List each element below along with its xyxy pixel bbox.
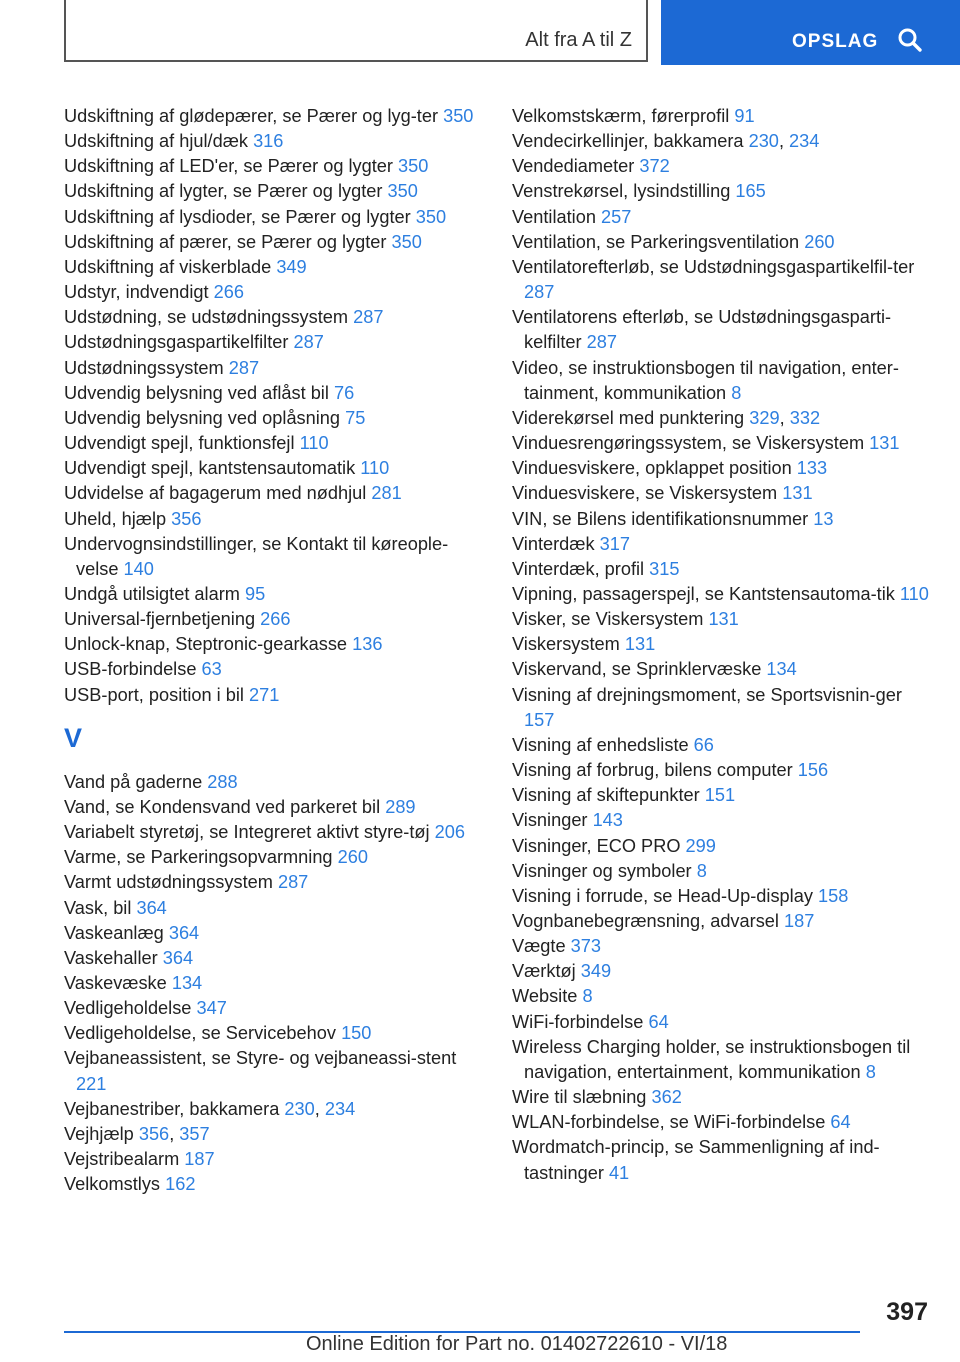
index-entry-text: Undgå utilsigtet alarm — [64, 583, 240, 604]
page-reference-link[interactable]: 64 — [830, 1112, 851, 1133]
index-entry — [64, 280, 484, 305]
index-entry — [512, 305, 932, 355]
index-entry-text: Visker, se Viskersystem — [512, 609, 704, 630]
index-entry-text: Viskersystem — [512, 634, 620, 655]
page-reference-link[interactable]: 150 — [341, 1023, 372, 1044]
index-entry — [64, 582, 484, 607]
index-entry — [512, 230, 932, 255]
index-entry — [64, 870, 484, 895]
page-reference-link[interactable]: 281 — [371, 483, 402, 504]
page-reference-link[interactable]: 136 — [352, 634, 383, 655]
page-reference-link[interactable]: 287 — [353, 307, 384, 328]
page-reference-link[interactable]: 257 — [601, 206, 632, 227]
index-entry-text: USB-forbindelse — [64, 659, 197, 680]
index-entry: Vendecirkellinjer, bakkamera 230, 234 — [512, 131, 820, 152]
index-entry — [64, 507, 484, 532]
page-reference-link[interactable]: 289 — [385, 796, 416, 817]
index-entry — [512, 154, 932, 179]
index-entry — [64, 820, 484, 845]
index-entry — [64, 971, 484, 996]
page-reference-link[interactable]: 76 — [333, 382, 355, 403]
page-reference-link[interactable]: 287 — [277, 872, 309, 893]
page-reference-link[interactable]: 131 — [782, 483, 813, 504]
page-reference-link[interactable]: 287 — [293, 332, 324, 353]
index-entry — [512, 607, 932, 632]
index-entry — [64, 1147, 484, 1172]
index-entry-text: Ventilatorefterløb, se Udstødningsgaspartikelfil-ter — [512, 256, 915, 277]
page-reference-link[interactable]: 373 — [570, 936, 602, 957]
index-entry — [512, 507, 932, 532]
page-reference-link[interactable]: 133 — [796, 458, 828, 479]
index-entry — [64, 305, 484, 330]
edition-note: Online Edition for Part no. 01402722610 - VI/18 — [306, 1333, 728, 1355]
page-reference-link[interactable]: 329 — [749, 407, 780, 428]
index-entry — [512, 834, 932, 859]
page-reference-link[interactable]: 230 — [748, 131, 779, 152]
index-entry-text: Venstrekørsel, lysindstilling — [512, 181, 731, 202]
index-entry — [64, 946, 484, 971]
index-entry — [512, 934, 932, 959]
page-reference-link[interactable]: 131 — [624, 634, 656, 655]
index-entry — [64, 381, 484, 406]
index-entry — [64, 456, 484, 481]
index-entry-text: Visning af drejningsmoment, se Sportsvisnin-ger — [512, 684, 902, 705]
page-reference-link[interactable]: 271 — [249, 684, 280, 705]
index-entry-text: Ventilation — [512, 206, 596, 227]
index-entry-text: Udskiftning af pærer, se Pærer og lygter — [64, 231, 387, 252]
section-letter-v: V — [64, 722, 83, 753]
index-entry-text: Vipning, passagerspejl, se Kantstensautoma-tik — [512, 583, 895, 604]
index-entry — [512, 733, 932, 758]
index-entry — [512, 431, 932, 456]
index-entry-text: Udskiftning af hjul/dæk — [64, 131, 248, 152]
page-reference-link[interactable]: 158 — [817, 885, 849, 906]
page-reference-link[interactable]: 364 — [168, 922, 200, 943]
index-entry-text: Ventilatorens efterløb, se Udstødningsgasparti-kelfilter — [512, 307, 892, 353]
index-entry-text: Værktøj — [512, 961, 576, 982]
page-reference-link[interactable]: 230 — [284, 1098, 315, 1119]
page-reference-link[interactable]: 165 — [735, 181, 766, 202]
index-entry — [512, 657, 932, 682]
page-reference-link[interactable]: 362 — [651, 1087, 682, 1108]
index-entry-text: Udvidelse af bagagerum med nødhjul — [64, 483, 367, 504]
page-reference-link[interactable]: 151 — [704, 785, 736, 806]
index-entry — [64, 481, 484, 506]
page-reference-link[interactable]: 350 — [415, 206, 447, 227]
page-reference-link[interactable]: 13 — [813, 508, 834, 529]
index-entry-text: Vendediameter — [512, 156, 635, 177]
index-entry — [512, 356, 932, 406]
index-entry-text: VIN, se Bilens identifikationsnummer — [512, 508, 809, 529]
search-icon — [897, 27, 923, 53]
page-reference-link[interactable]: 131 — [869, 433, 900, 454]
index-entry-text: Visninger, ECO PRO — [512, 835, 681, 856]
index-entry — [512, 808, 932, 833]
page-reference-link[interactable]: 110 — [360, 458, 390, 479]
page-reference-link[interactable]: 364 — [162, 947, 194, 968]
index-entry — [512, 984, 932, 1009]
page-reference-link[interactable]: 64 — [648, 1011, 669, 1032]
page-reference-link[interactable]: 288 — [207, 771, 238, 792]
page-reference-link[interactable]: 356 — [138, 1123, 170, 1144]
index-column-right — [512, 104, 932, 1186]
index-entry — [64, 1021, 484, 1046]
index-entry — [64, 230, 484, 255]
index-entry-text: Video, se instruktionsbogen til navigation, enter-tainment, kommunikation — [512, 357, 899, 403]
index-entry-text: Udvendigt spejl, funktionsfejl — [64, 433, 295, 454]
index-entry-text: Vejhjælp — [64, 1123, 134, 1144]
index-entry-text: Udvendig belysning ved aflåst bil — [64, 382, 329, 403]
index-entry — [512, 179, 932, 204]
index-entry — [512, 255, 932, 305]
index-list-v-w — [512, 104, 932, 1186]
index-list-v — [64, 770, 484, 1198]
page-reference-link[interactable]: 350 — [398, 156, 429, 177]
index-entry-text: Wire til slæbning — [512, 1087, 647, 1108]
page-reference-link[interactable]: 364 — [136, 897, 167, 918]
index-entry-text: Visning af forbrug, bilens computer — [512, 760, 793, 781]
index-entry — [512, 884, 932, 909]
index-entry-text: Vinduesviskere, opklappet position — [512, 458, 792, 479]
lookup-button-label: OPSLAG — [792, 31, 879, 52]
index-entry — [64, 154, 484, 179]
index-entry — [512, 1085, 932, 1110]
page-header — [0, 0, 960, 66]
index-entry — [64, 845, 484, 870]
index-entry — [512, 758, 932, 783]
index-entry-text: Vand på gaderne — [64, 771, 203, 792]
index-entry: Vejhjælp 356, 357 — [64, 1123, 210, 1144]
index-entry-text: Velkomstlys — [64, 1174, 161, 1195]
index-entry-text: Viderekørsel med punktering — [512, 407, 745, 428]
index-entry — [64, 356, 484, 381]
page-reference-link[interactable]: 134 — [766, 659, 797, 680]
index-entry-text: Visning af skiftepunkter — [512, 785, 700, 806]
page-reference-link[interactable]: 95 — [244, 583, 266, 604]
index-entry — [512, 1110, 932, 1135]
page-reference-link[interactable]: 287 — [228, 357, 260, 378]
index-entry-text: Velkomstskærm, førerprofil — [512, 106, 730, 126]
index-entry: Vejbanestriber, bakkamera 230, 234 — [64, 1098, 356, 1119]
page-reference-link[interactable]: 350 — [443, 106, 474, 126]
page-reference-link[interactable]: 206 — [434, 822, 465, 843]
page-reference-link[interactable]: 187 — [784, 911, 815, 931]
page-reference-link[interactable]: 260 — [804, 231, 835, 252]
index-entry — [512, 783, 932, 808]
index-entry-text: Udskiftning af glødepærer, se Pærer og lyg-ter — [64, 106, 439, 126]
index-entry-text: Vejbaneassistent, se Styre- og vejbaneassi-stent — [64, 1048, 457, 1069]
page-reference-link[interactable]: 266 — [213, 282, 244, 303]
page-reference-link[interactable]: 41 — [608, 1162, 630, 1183]
page-reference-link[interactable]: 187 — [184, 1149, 215, 1170]
index-entry — [512, 205, 932, 230]
index-entry-text: Vaskehaller — [64, 947, 158, 968]
page-reference-link[interactable]: 63 — [201, 659, 222, 680]
index-entry-text: Website — [512, 986, 578, 1007]
page-reference-link[interactable]: 134 — [171, 973, 203, 993]
page-reference-link[interactable]: 234 — [789, 131, 820, 152]
page-reference-link[interactable]: 143 — [592, 810, 623, 831]
index-entry-text: Vinduesviskere, se Viskersystem — [512, 483, 778, 504]
page-reference-link[interactable]: 287 — [524, 282, 555, 303]
index-entry-text: Visning i forrude, se Head-Up-display — [512, 885, 813, 906]
index-entry-text: Undervognsindstillinger, se Kontakt til køreople-velse — [64, 533, 449, 579]
index-entry-text: WLAN-forbindelse, se WiFi-forbindelse — [512, 1112, 826, 1133]
index-entry — [512, 1035, 932, 1085]
index-entry-text: Universal-fjernbetjening — [64, 609, 256, 630]
page-reference-link[interactable]: 66 — [693, 734, 714, 755]
index-entry-text: Visning af enhedsliste — [512, 734, 689, 755]
page-reference-link[interactable]: 350 — [391, 231, 422, 252]
page-reference-link[interactable]: 157 — [524, 709, 555, 730]
page-reference-link[interactable]: 287 — [586, 332, 618, 353]
page-reference-link[interactable]: 8 — [696, 860, 707, 881]
index-entry-text: Udskiftning af viskerblade — [64, 256, 272, 277]
index-entry-text: Ventilation, se Parkeringsventilation — [512, 231, 800, 252]
index-entry — [64, 996, 484, 1021]
index-entry — [512, 683, 932, 733]
page-reference-link[interactable]: 140 — [123, 558, 154, 579]
index-entry-text: Vejstribealarm — [64, 1149, 180, 1170]
page-reference-link[interactable]: 162 — [165, 1174, 196, 1195]
page-reference-link[interactable]: 349 — [276, 256, 307, 277]
index-entry — [64, 431, 484, 456]
index-entry-text: Vinterdæk — [512, 533, 595, 554]
index-entry-text: Unlock-knap, Steptronic-gearkasse — [64, 634, 348, 655]
index-entry-text: WiFi-forbindelse — [512, 1011, 644, 1032]
page-reference-link[interactable]: 156 — [797, 760, 829, 781]
page-reference-link[interactable]: 347 — [196, 998, 227, 1019]
page-reference-link[interactable]: 315 — [649, 558, 680, 579]
index-entry — [64, 896, 484, 921]
index-entry-text: Vejbanestriber, bakkamera — [64, 1098, 280, 1119]
index-column-left — [64, 104, 484, 1197]
index-entry — [512, 481, 932, 506]
index-entry — [512, 532, 932, 557]
index-entry — [512, 582, 932, 607]
index-entry — [512, 909, 932, 934]
page-reference-link[interactable]: 8 — [865, 1061, 876, 1082]
index-entry — [64, 770, 484, 795]
index-entry-text: Udstyr, indvendigt — [64, 282, 209, 303]
index-entry-text: Vinterdæk, profil — [512, 558, 645, 579]
page-reference-link[interactable]: 372 — [639, 156, 670, 177]
index-entry-text: Vedligeholdelse, se Servicebehov — [64, 1023, 336, 1044]
index-list-u — [64, 104, 484, 708]
index-entry-text: Vaskevæske — [64, 973, 167, 993]
page-reference-link[interactable]: 316 — [253, 131, 284, 152]
page-reference-link[interactable]: 332 — [789, 407, 821, 428]
page-reference-link[interactable]: 317 — [599, 533, 630, 554]
index-entry-text: Visninger og symboler — [512, 860, 692, 881]
index-entry-text: Vand, se Kondensvand ved parkeret bil — [64, 796, 381, 817]
page-reference-link[interactable]: 266 — [260, 609, 291, 630]
index-entry-text: Udskiftning af lygter, se Pærer og lygter — [64, 181, 383, 202]
page-reference-link[interactable]: 131 — [708, 609, 739, 630]
index-entry-text: Varme, se Parkeringsopvarmning — [64, 847, 333, 868]
page-reference-link[interactable]: 91 — [734, 106, 755, 126]
index-entry — [64, 657, 484, 682]
page-reference-link[interactable]: 356 — [171, 508, 202, 529]
index-entry-text: USB-port, position i bil — [64, 684, 244, 705]
index-entry-text: Variabelt styretøj, se Integreret aktivt styre-tøj — [64, 822, 430, 843]
index-entry-text: Viskervand, se Sprinklervæske — [512, 659, 762, 680]
index-entry-text: Udstødning, se udstødningssystem — [64, 307, 349, 328]
index-entry — [64, 179, 484, 204]
index-entry-text: Vægte — [512, 936, 566, 957]
page-reference-link[interactable]: 110 — [899, 583, 929, 604]
index-entry — [64, 632, 484, 657]
index-entry: Viderekørsel med punktering 329, 332 — [512, 407, 821, 428]
index-entry — [64, 129, 484, 154]
index-entry — [64, 795, 484, 820]
index-entry-text: Vinduesrengøringssystem, se Viskersystem — [512, 433, 865, 454]
page-reference-link[interactable]: 8 — [731, 382, 742, 403]
index-entry — [64, 683, 484, 708]
tab-a-to-z-label: Alt fra A til Z — [525, 29, 632, 51]
index-entry-text: Varmt udstødningssystem — [64, 872, 273, 893]
index-entry-text: Visninger — [512, 810, 588, 831]
page-reference-link[interactable]: 234 — [324, 1098, 356, 1119]
index-entry-text: Vendecirkellinjer, bakkamera — [512, 131, 744, 152]
lookup-button[interactable] — [661, 0, 960, 65]
index-entry — [64, 205, 484, 230]
index-entry — [64, 607, 484, 632]
index-entry — [64, 406, 484, 431]
index-entry-text: Udskiftning af lysdioder, se Pærer og lygter — [64, 206, 411, 227]
index-entry — [512, 104, 932, 129]
index-entry — [512, 1135, 932, 1185]
index-entry-text: Udvendigt spejl, kantstensautomatik — [64, 458, 356, 479]
index-entry-text: Uheld, hjælp — [64, 508, 167, 529]
index-entry-text: Udvendig belysning ved oplåsning — [64, 407, 341, 428]
page-reference-link[interactable]: 260 — [337, 847, 368, 868]
index-entry — [64, 1172, 484, 1197]
page-reference-link[interactable]: 110 — [299, 433, 329, 454]
page-reference-link[interactable]: 221 — [76, 1073, 107, 1094]
page-reference-link[interactable]: 75 — [345, 407, 366, 428]
page-reference-link[interactable]: 357 — [179, 1123, 210, 1144]
index-entry — [64, 330, 484, 355]
index-entry — [512, 632, 932, 657]
index-entry — [512, 859, 932, 884]
index-entry — [64, 1046, 484, 1096]
index-entry — [512, 959, 932, 984]
page-reference-link[interactable]: 299 — [685, 835, 716, 856]
index-entry-text: Udstødningssystem — [64, 357, 224, 378]
index-entry — [512, 1010, 932, 1035]
index-entry-text: Vognbanebegrænsning, advarsel — [512, 911, 779, 931]
index-entry-text: Udskiftning af LED'er, se Pærer og lygter — [64, 156, 393, 177]
index-entry — [512, 557, 932, 582]
index-entry — [512, 456, 932, 481]
index-entry — [64, 921, 484, 946]
index-entry-text: Vaskeanlæg — [64, 922, 164, 943]
index-entry-text: Vask, bil — [64, 897, 132, 918]
page-reference-link[interactable]: 349 — [580, 961, 612, 982]
index-entry — [64, 104, 484, 129]
page-number: 397 — [886, 1298, 928, 1326]
tab-a-to-z[interactable] — [64, 0, 648, 62]
index-entry — [64, 255, 484, 280]
index-entry-text: Wordmatch-princip, se Sammenligning af ind-tastninger — [512, 1137, 880, 1183]
index-entry-text: Vedligeholdelse — [64, 998, 192, 1019]
index-entry-text: Udstødningsgaspartikelfilter — [64, 332, 289, 353]
page-reference-link[interactable]: 350 — [387, 181, 418, 202]
index-entry — [64, 532, 484, 582]
index-entry-text: Wireless Charging holder, se instruktionsbogen til navigation, entertainment, kommunikation — [512, 1036, 911, 1082]
page-reference-link[interactable]: 8 — [582, 986, 593, 1007]
